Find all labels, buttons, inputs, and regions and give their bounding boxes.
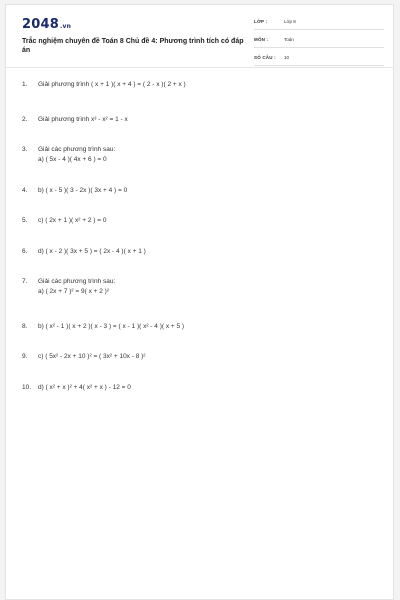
document-title: Trắc nghiệm chuyên đề Toán 8 Chủ đề 4: Phương trình tích có đáp án	[22, 38, 244, 54]
logo-tld: .vn	[59, 23, 72, 30]
meta-value-class: Lớp 8	[284, 19, 296, 24]
meta-row-class	[254, 15, 384, 30]
worksheet-page	[5, 4, 394, 600]
question-text: d) ( x² + x )² + 4( x² + x ) - 12 = 0	[38, 384, 131, 391]
meta-row-subject	[254, 33, 384, 48]
meta-label-count: SỐ CÂU :	[254, 55, 276, 60]
question-text: b) ( x - 5 )( 3 - 2x )( 3x + 4 ) = 0	[38, 187, 128, 194]
question-text: Giải các phương trình sau:	[38, 278, 116, 285]
question-text: Giải phương trình x³ - x² = 1 - x	[38, 116, 128, 123]
question-number: 9.	[22, 353, 28, 360]
question-number: 6.	[22, 248, 28, 255]
question-subtext: a) ( 5x - 4 )( 4x + 6 ) = 0	[38, 156, 107, 163]
site-logo[interactable]	[22, 17, 71, 32]
worksheet-header	[6, 5, 393, 68]
question-number: 10.	[22, 384, 32, 391]
question-text: Giải các phương trình sau:	[38, 146, 116, 153]
question-text: Giải phương trình ( x + 1 )( x + 4 ) = ( 2 - x )( 2 + x )	[38, 81, 186, 88]
meta-label-subject: MÔN :	[254, 37, 269, 42]
question-number: 2.	[22, 116, 28, 123]
question-text: d) ( x - 2 )( 3x + 5 ) = ( 2x - 4 )( x + 1 )	[38, 248, 146, 255]
question-number: 8.	[22, 323, 28, 330]
question-number: 3.	[22, 146, 28, 153]
question-text: c) ( 2x + 1 )( x² + 2 ) = 0	[38, 217, 107, 224]
meta-value-count: 10	[284, 55, 290, 60]
question-number: 7.	[22, 278, 28, 285]
meta-info	[254, 15, 384, 69]
meta-value-subject: Toán	[284, 37, 294, 42]
logo-text: 2048	[22, 17, 59, 32]
meta-label-class: LỚP :	[254, 19, 268, 24]
question-text: b) ( x² - 1 )( x + 2 )( x - 3 ) = ( x - 1 )( x² - 4 )( x + 5 )	[38, 323, 185, 330]
question-number: 5.	[22, 217, 28, 224]
question-number: 4.	[22, 187, 28, 194]
question-number: 1.	[22, 81, 28, 88]
question-subtext: a) ( 2x + 7 )² = 9( x + 2 )²	[38, 288, 109, 295]
meta-row-count	[254, 51, 384, 66]
question-text: c) ( 5x² - 2x + 10 )² = ( 3x² + 10x - 8 )²	[38, 353, 146, 360]
